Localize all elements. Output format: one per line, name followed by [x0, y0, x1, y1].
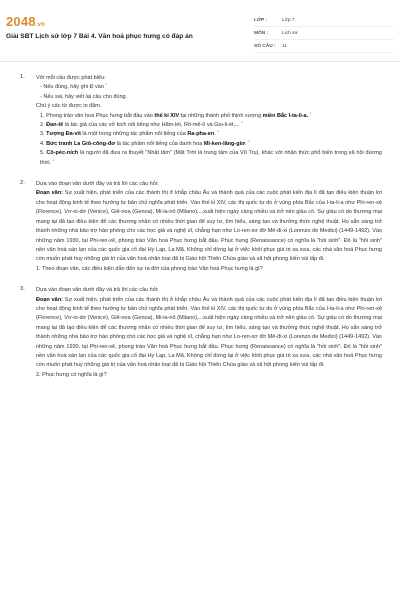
rule-false: - Nếu sai, hãy viết lại câu cho đúng.	[40, 93, 128, 100]
statement-1: 1. Phong trào văn hoá Phục hưng bắt đầu vào thế kỉ XIV tại những thành phố thịnh vượng miền Bắc I-ta-li-a. ˆ	[40, 112, 312, 119]
statement-2: 2. Đan-tê là tác giả của các vở kịch nổi tiếng như Hăm-lét, Rô-mê-ô và Giu-li-ét,... ˆ	[40, 122, 243, 129]
meta-label: LỚP :	[254, 17, 268, 23]
meta-value: 11	[282, 43, 287, 49]
document-header	[0, 0, 400, 62]
meta-row-subject	[254, 27, 394, 40]
rule-true: - Nếu đúng, hãy ghi Đ vào ˆ	[40, 84, 108, 91]
question-intro: Dựa vào đoạn văn dưới đây và trả lời các câu hỏi:	[36, 287, 159, 294]
logo-main: 2048	[6, 14, 36, 29]
document-meta	[254, 14, 394, 53]
question-intro: Với mỗi câu được phát biểu:	[36, 75, 106, 81]
meta-label: SỐ CÂU :	[254, 43, 276, 49]
meta-row-count	[254, 40, 394, 53]
statement-4: 4. Bức tranh La Giô-công-đơ là tác phẩm nổi tiếng của danh hoạ Mi-ken-lăng-giơ. ˆ	[40, 140, 250, 147]
question-ask: 1. Theo đoạn văn, các điều kiện dẫn đến sự ra đời của phong trào Văn hoá Phục hưng là gì?	[36, 265, 263, 272]
question-3	[0, 286, 400, 380]
question-number: 2.	[20, 180, 25, 187]
meta-value: Lịch sử	[282, 30, 298, 36]
meta-label: MÔN :	[254, 30, 269, 36]
question-number: 1.	[20, 74, 25, 80]
statement-5: 5. Cô-péc-ních là người đã đưa ra thuyết "Nhật tâm" (Mặt Trời là trung tâm của Vũ Trụ), khác với nhận thức phổ biến trong xã hội đương thời. ˆ	[40, 150, 382, 166]
site-logo[interactable]	[6, 14, 45, 29]
document-title: Giải SBT Lịch sử lớp 7 Bài 4. Văn hoá phục hưng có đáp án	[6, 33, 193, 40]
question-note: Chú ý các từ được in đậm.	[36, 103, 102, 110]
document-content	[0, 74, 400, 392]
question-2	[0, 180, 400, 274]
meta-value: Lớp 7	[282, 17, 295, 23]
logo-suffix: .vn	[35, 22, 46, 28]
passage: Đoạn văn: Sự xuất hiện, phát triển của các thành thị ở khắp châu Âu và thành quả của các cuộc phát kiến địa lí đã tạo điều kiện thuận lợi cho hoạt động kinh tế theo hướng tư bản chủ nghĩa phát triển. Vào thế kỉ XIV, các thị quốc tự do ở vùng phía Bắc của I-ta-li-a như Phi-ren-xê (Florence), Vơ-ni-dơ (Venice), Giê-noa (Genoa), Mi-la-nô (Milano),...xuất hiện ngày càng nhiều và trở nên giàu có. Sự giàu có do thương mại mang lại đã tạo điều kiện để các thương nhân có nhiều thời gian để suy tư, tìm hiểu, sáng tạo và thưởng thức nghệ thuật. Họ sẵn sàng trở thành những nhà bảo trợ hào phóng cho các học giả và nghệ sĩ, chẳng hạn như Lo-ren-xơ đờ Mê-đi-xi (Lorenzo de Medici) (1449-1492). Vào những năm 1930, tại Phi-ren-xê, phong trào Văn hoá Phục hưng bắt đầu. Phục hưng (Renaissance) có nghĩa là "hồi sinh". Đó là "hồi sinh" nền văn hoá xán lạn của các quốc gia cổ đại Hy Lạp, La Mã. Không chỉ dừng lại ở việc khôi phục giá trị xa xưa, các nhà văn hoá Phục hưng còn muốn phát huy những giá trị của văn hoá nhân loại đã bị Giáo hội Thiên Chúa giáo và xã hội phong kiến vùi lấp đi.	[36, 190, 382, 263]
passage: Đoạn văn: Sự xuất hiện, phát triển của các thành thị ở khắp châu Âu và thành quả của các cuộc phát kiến địa lí đã tạo điều kiện thuận lợi cho hoạt động kinh tế theo hướng tư bản chủ nghĩa phát triển. Vào thế kỉ XIV, các thị quốc tự do ở vùng phía Bắc của I-ta-li-a như Phi-ren-xê (Florence), Vơ-ni-dơ (Venice), Giê-noa (Genoa), Mi-la-nô (Milano),...xuất hiện ngày càng nhiều và trở nên giàu có. Sự giàu có do thương mại mang lại đã tạo điều kiện để các thương nhân có nhiều thời gian để suy tư, tìm hiểu, sáng tạo và thưởng thức nghệ thuật. Họ sẵn sàng trở thành những nhà bảo trợ hào phóng cho các học giả và nghệ sĩ, chẳng hạn như Lo-ren-xơ đờ Mê-đi-xi (Lorenzo de Medici) (1449-1492). Vào những năm 1930, tại Phi-ren-xê, phong trào Văn hoá Phục hưng bắt đầu. Phục hưng (Renaissance) có nghĩa là "hồi sinh". Đó là "hồi sinh" nền văn hoá xán lạn của các quốc gia cổ đại Hy Lạp, La Mã. Không chỉ dừng lại ở việc khôi phục giá trị xa xưa, các nhà văn hoá Phục hưng còn muốn phát huy những giá trị của văn hoá nhân loại đã bị Giáo hội Thiên Chúa giáo và xã hội phong kiến vùi lấp đi.	[36, 296, 382, 369]
meta-row-class	[254, 14, 394, 27]
statement-3: 3. Tượng Đa-vít là một trong những tác phẩm nổi tiếng của Ra-pha-en. ˆ	[40, 131, 220, 138]
question-intro: Dựa vào đoạn văn dưới đây và trả lời các câu hỏi:	[36, 181, 159, 188]
question-number: 3.	[20, 286, 25, 293]
question-1	[0, 74, 400, 168]
question-ask: 2. Phục hưng có nghĩa là gì?	[36, 371, 107, 378]
